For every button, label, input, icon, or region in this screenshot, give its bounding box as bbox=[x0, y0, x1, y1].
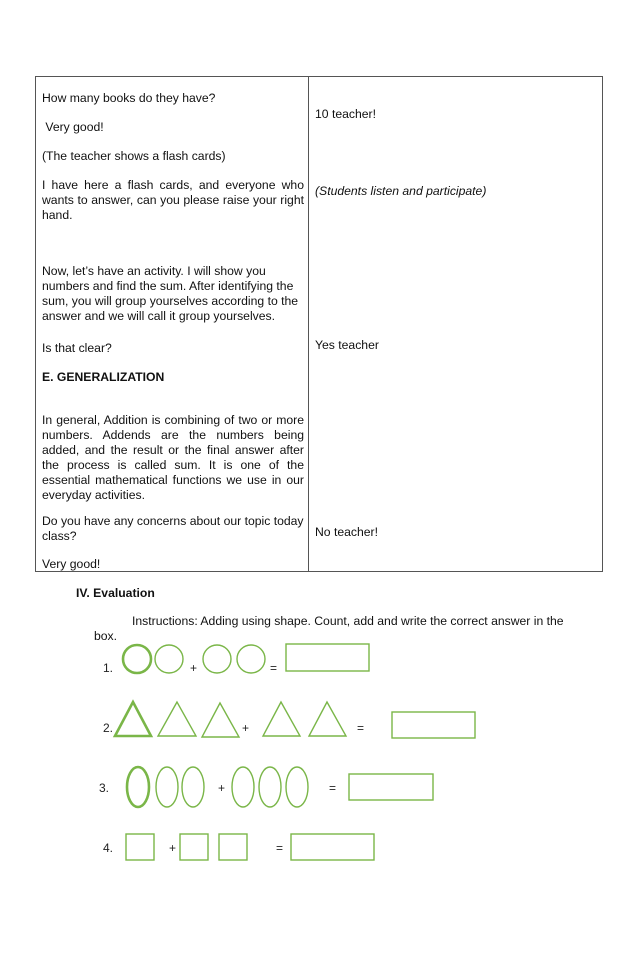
student-line: Yes teacher bbox=[315, 338, 379, 352]
exercise-2 bbox=[103, 702, 475, 738]
teacher-line: Now, let’s have an activity. I will show you numbers and find the sum. After identifying the sum, you will group yourselves according to the answer and we will call it group yourselves. bbox=[42, 264, 299, 323]
item-number: 2. bbox=[103, 721, 114, 735]
oval-shape bbox=[182, 767, 204, 807]
triangle-shape bbox=[158, 702, 196, 736]
exercise-1 bbox=[103, 644, 369, 675]
item-number: 3. bbox=[99, 781, 110, 795]
exercise-4 bbox=[103, 834, 374, 860]
evaluation-exercises bbox=[0, 630, 638, 876]
item-number: 1. bbox=[103, 661, 114, 675]
evaluation-instructions: Instructions: Adding using shape. Count, add and write the correct answer in the box. bbox=[94, 614, 564, 643]
teacher-line: (The teacher shows a flash cards) bbox=[42, 149, 226, 163]
column-divider bbox=[308, 77, 309, 571]
equals-sign: = bbox=[329, 781, 337, 795]
equals-sign: = bbox=[270, 661, 278, 675]
plus-sign: + bbox=[190, 661, 198, 675]
oval-shape bbox=[286, 767, 308, 807]
teacher-line: How many books do they have? bbox=[42, 91, 216, 105]
circle-shape bbox=[123, 645, 151, 673]
equals-sign: = bbox=[276, 841, 284, 855]
answer-box[interactable] bbox=[291, 834, 374, 860]
square-shape bbox=[126, 834, 154, 860]
answer-box[interactable] bbox=[286, 644, 369, 671]
circle-shape bbox=[203, 645, 231, 673]
student-line: No teacher! bbox=[315, 525, 379, 539]
answer-box[interactable] bbox=[349, 774, 433, 800]
oval-shape bbox=[156, 767, 178, 807]
exercise-3 bbox=[99, 767, 433, 807]
triangle-shape bbox=[202, 703, 239, 737]
teacher-line: Do you have any concerns about our topic today class? bbox=[42, 514, 304, 543]
plus-sign: + bbox=[218, 781, 226, 795]
square-shape bbox=[180, 834, 208, 860]
section-heading: E. GENERALIZATION bbox=[42, 370, 165, 384]
plus-sign: + bbox=[242, 721, 250, 735]
triangle-shape bbox=[309, 702, 346, 736]
lesson-table bbox=[35, 76, 603, 572]
evaluation-heading: IV. Evaluation bbox=[76, 586, 155, 600]
oval-shape bbox=[232, 767, 254, 807]
triangle-shape bbox=[263, 702, 300, 736]
teacher-line: In general, Addition is combining of two or more numbers. Addends are the numbers being added, and the result or the final answer after the process is called sum. It is one of the essential mathematical functions we use in our everyday activities. bbox=[42, 413, 304, 502]
plus-sign: + bbox=[169, 841, 177, 855]
student-line: (Students listen and participate) bbox=[315, 184, 487, 198]
item-number: 4. bbox=[103, 841, 114, 855]
oval-shape bbox=[127, 767, 149, 807]
square-shape bbox=[219, 834, 247, 860]
circle-shape bbox=[155, 645, 183, 673]
teacher-line: Is that clear? bbox=[42, 341, 112, 355]
answer-box[interactable] bbox=[392, 712, 475, 738]
equals-sign: = bbox=[357, 721, 365, 735]
teacher-line: Very good! bbox=[42, 120, 104, 134]
teacher-line: Very good! bbox=[42, 557, 101, 571]
oval-shape bbox=[259, 767, 281, 807]
teacher-line: I have here a flash cards, and everyone who wants to answer, can you please raise your right hand. bbox=[42, 178, 304, 222]
triangle-shape bbox=[115, 702, 151, 736]
student-line: 10 teacher! bbox=[315, 107, 376, 121]
circle-shape bbox=[237, 645, 265, 673]
